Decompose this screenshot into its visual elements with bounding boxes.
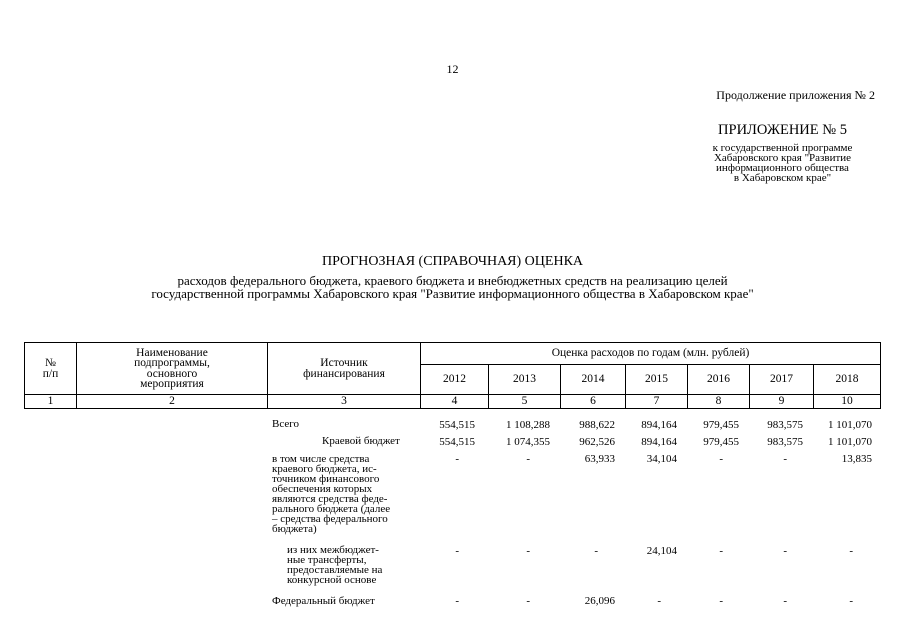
table-cell: 554,515: [439, 419, 475, 431]
column-number: 9: [750, 395, 814, 409]
table-cell: -: [719, 453, 723, 465]
row-label-line: являются средства феде-: [272, 493, 388, 505]
table-cell: -: [849, 545, 853, 557]
table-cell: -: [719, 595, 723, 607]
row-label-line: – средства федерального: [272, 513, 388, 525]
table-cell: 988,622: [579, 419, 615, 431]
column-group-header: Оценка расходов по годам (млн. рублей): [421, 343, 881, 365]
document-subtitle-line: расходов федерального бюджета, краевого бюджета и внебюджетных средств на реализацию целей: [177, 273, 728, 288]
table-cell: -: [455, 595, 459, 607]
column-number: 1: [25, 395, 77, 409]
column-number: 3: [268, 395, 421, 409]
table-cell: 26,096: [584, 595, 615, 607]
table-cell: -: [719, 545, 723, 557]
table-cell: -: [657, 595, 661, 607]
appendix-subtitle-line: Хабаровского края "Развитие: [713, 152, 852, 164]
appendix-title: ПРИЛОЖЕНИЕ № 5: [718, 122, 847, 138]
column-number: 4: [421, 395, 489, 409]
column-number: 2: [77, 395, 268, 409]
header-line: финансирования: [303, 367, 385, 380]
year-header: 2018: [814, 365, 881, 395]
table-cell: 894,164: [641, 436, 677, 448]
row-label-line: Федеральный бюджет: [272, 595, 375, 607]
table-cell: -: [594, 545, 598, 557]
column-number: 5: [489, 395, 561, 409]
header-line: основного: [146, 367, 198, 380]
table-cell: 13,835: [841, 453, 872, 465]
column-number: 7: [626, 395, 688, 409]
table-cell: 34,104: [646, 453, 677, 465]
row-label-line: в том числе средства: [272, 453, 370, 465]
table-cell: 962,526: [579, 436, 615, 448]
table-cell: -: [526, 545, 530, 557]
table-cell: -: [783, 545, 787, 557]
document-subtitle-line: государственной программы Хабаровского края "Развитие информационного общества в Хабаровском крае": [151, 286, 754, 301]
table-cell: 63,933: [584, 453, 615, 465]
column-header-number: [25, 343, 77, 395]
table-header: [24, 342, 881, 409]
appendix-subtitle-line: к государственной программе: [712, 142, 853, 154]
row-label-federal-funds-share: [272, 454, 422, 534]
table-cell: 894,164: [641, 419, 677, 431]
document-subtitle: [0, 274, 905, 300]
table-cell: 1 074,355: [506, 436, 550, 448]
row-label-line: бюджета): [272, 523, 317, 535]
row-label-line: конкурсной основе: [287, 574, 377, 586]
table-cell: 1 101,070: [828, 436, 872, 448]
page-number: 12: [446, 62, 459, 76]
year-header: 2012: [421, 365, 489, 395]
table-cell: 983,575: [767, 436, 803, 448]
table-cell: 1 101,070: [828, 419, 872, 431]
row-label-line: ные трансферты,: [287, 554, 367, 566]
column-header-name: [77, 343, 268, 395]
header-line: п/п: [42, 367, 59, 380]
year-header: 2014: [561, 365, 626, 395]
table-cell: -: [526, 595, 530, 607]
row-label-line: из них межбюджет-: [287, 544, 379, 556]
column-number: 6: [561, 395, 626, 409]
year-header: 2013: [489, 365, 561, 395]
appendix-subtitle: [650, 143, 905, 183]
table-cell: 983,575: [767, 419, 803, 431]
year-header: 2015: [626, 365, 688, 395]
row-label-line: рального бюджета (далее: [272, 503, 391, 515]
table-cell: 24,104: [646, 545, 677, 557]
row-label-total: [272, 419, 422, 429]
header-line: №: [45, 357, 56, 369]
header-line: подпрограммы,: [134, 357, 210, 369]
table-cell: -: [455, 453, 459, 465]
document-title: ПРОГНОЗНАЯ (СПРАВОЧНАЯ) ОЦЕНКА: [321, 254, 584, 269]
appendix-subtitle-line: в Хабаровском крае": [733, 172, 832, 184]
continuation-note: Продолжение приложения № 2: [716, 88, 875, 102]
row-label-line: Всего: [272, 418, 299, 430]
year-header: 2016: [688, 365, 750, 395]
row-label-line: точником финансового: [272, 473, 380, 485]
table-cell: 979,455: [703, 419, 739, 431]
row-label-line: обеспечения которых: [272, 483, 373, 495]
table-cell: 979,455: [703, 436, 739, 448]
header-line: мероприятия: [140, 378, 204, 390]
year-header: 2017: [750, 365, 814, 395]
table-cell: 1 108,288: [506, 419, 550, 431]
column-number: 10: [814, 395, 881, 409]
table-cell: -: [783, 595, 787, 607]
table-cell: -: [526, 453, 530, 465]
table-cell: 554,515: [439, 436, 475, 448]
column-number: 8: [688, 395, 750, 409]
table-cell: -: [849, 595, 853, 607]
table-cell: -: [783, 453, 787, 465]
appendix-subtitle-line: информационного общества: [716, 162, 849, 174]
table-cell: -: [455, 545, 459, 557]
row-label-line: краевого бюджета, ис-: [272, 463, 377, 475]
row-label-line: Краевой бюджет: [322, 435, 400, 447]
row-label-line: предоставляемые на: [287, 564, 383, 576]
header-line: Источник: [320, 357, 368, 369]
column-header-source: [268, 343, 421, 395]
header-line: Наименование: [136, 346, 208, 359]
